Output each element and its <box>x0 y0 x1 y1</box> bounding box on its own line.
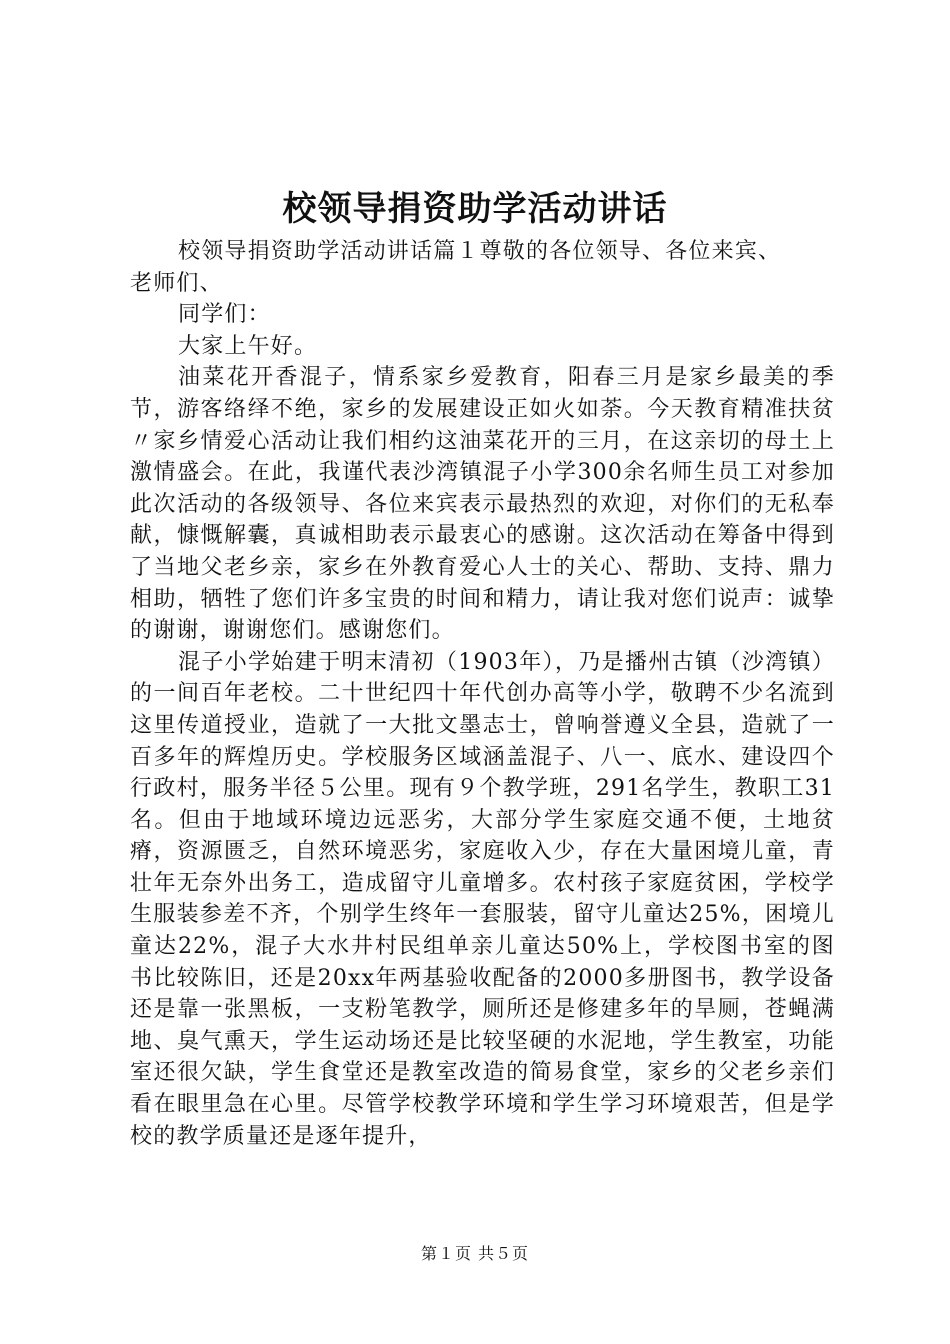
paragraph-opening: 校领导捐资助学活动讲话篇１尊敬的各位领导、各位来宾、 <box>178 239 782 264</box>
document-body <box>130 236 835 1152</box>
paragraph-school-history: 混子小学始建于明末清初（1903年），乃是播州古镇（沙湾镇）的一间百年老校。二十世纪四十年代创办高等小学，敬聘不少名流到这里传道授业，造就了一大批文墨志士，曾响誉遵义全县，造就了一百多年的辉煌历史。学校服务区域涵盖混子、八一、底水、建设四个行政村，服务半径５公里。现有９个教学班，291名学生，教职工31名。但由于地域环境边远恶劣，大部分学生家庭交通不便，土地贫瘠，资源匮乏，自然环境恶劣，家庭收入少，存在大量困境儿童，青壮年无奈外出务工，造成留守儿童增多。农村孩子家庭贫困，学校学生服装参差不齐，个别学生终年一套服装，留守儿童达25%，困境儿童达22%，混子大水井村民组单亲儿童达50%上，学校图书室的图书比较陈旧，还是20xx年两基验收配备的2000多册图书，教学设备还是靠一张黑板，一支粉笔教学，厕所还是修建多年的旱厕，苍蝇满地、臭气熏天，学生运动场还是比较坚硬的水泥地，学生教室，功能室还很欠缺，学生食堂还是教室改造的简易食堂，家乡的父老乡亲们看在眼里急在心里。尽管学校教学环境和学生学习环境艰苦，但是学校的教学质量还是逐年提升， <box>130 649 835 1149</box>
paragraph-thanks: 油菜花开香混子，情系家乡爱教育，阳春三月是家乡最美的季节，游客络绎不绝，家乡的发展建设正如火如荼。今天教育精准扶贫〃家乡情爱心活动让我们相约这油菜花开的三月，在这亲切的母土上激情盛会。在此，我谨代表沙湾镇混子小学300余名师生员工对参加此次活动的各级领导、各位来宾表示最热烈的欢迎，对你们的无私奉献，慷慨解囊，真诚相助表示最衷心的感谢。这次活动在筹备中得到了当地父老乡亲，家乡在外教育爱心人士的关心、帮助、支持、鼎力相助，牺牲了您们许多宝贵的时间和精力，请让我对您们说声：诚挚的谢谢，谢谢您们。感谢您们。 <box>130 365 835 644</box>
paragraph-greeting: 大家上午好。 <box>178 333 318 359</box>
page-number-footer: 第１页 共５页 <box>420 1244 530 1263</box>
document-title: 校领导捐资助学活动讲话 <box>282 189 668 229</box>
paragraph-salutation-teachers: 老师们、 <box>130 270 223 296</box>
paragraph-salutation-students: 同学们： <box>178 302 271 328</box>
